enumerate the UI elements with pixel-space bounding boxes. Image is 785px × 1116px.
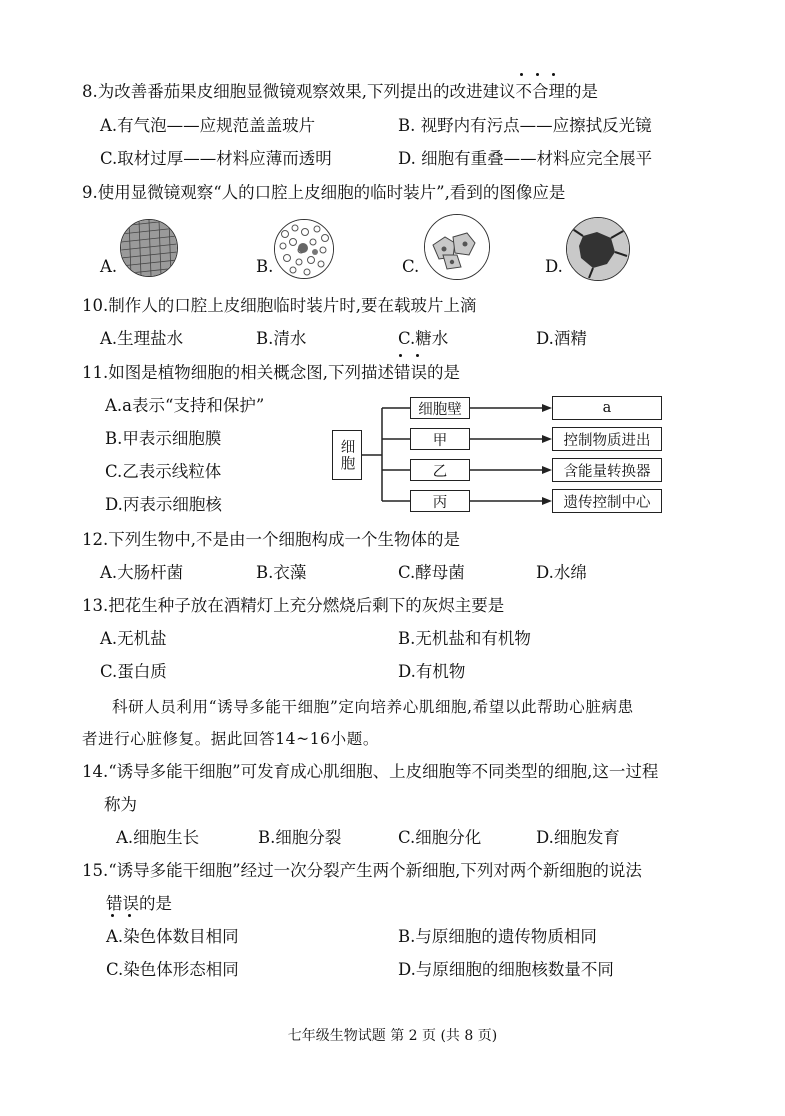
q10-stem: 10.制作人的口腔上皮细胞临时装片时,要在载玻片上滴 [82, 296, 477, 315]
q14-stem-line-2: 称为 [104, 795, 137, 814]
passage-line-2: 者进行心脏修复。据此回答14~16小题。 [82, 730, 379, 748]
q13-option-a: A.无机盐 [100, 629, 167, 648]
q11-option-c: C.乙表示线粒体 [105, 462, 222, 481]
q15-emphasis [106, 894, 139, 913]
q11-emphasis [394, 363, 427, 382]
q8-option-c: C.取材过厚——材料应薄而透明 [100, 149, 332, 168]
q10-option-b: B.清水 [256, 329, 307, 348]
q11-option-b: B.甲表示细胞膜 [105, 429, 222, 448]
q12-option-a: A.大肠杆菌 [100, 563, 184, 582]
diagram-box-bing: 丙 [410, 490, 470, 512]
emphasis-dots [516, 73, 566, 79]
q9-option-c: C. [402, 257, 420, 276]
q14-option-a: A.细胞生长 [116, 828, 200, 847]
diagram-root-box: 细胞 [332, 430, 362, 480]
q10-option-c: C.糖水 [398, 329, 449, 348]
q15-option-a: A.染色体数目相同 [106, 927, 239, 946]
q8-option-b: B. 视野内有污点——应擦拭反光镜 [398, 116, 652, 135]
q11-option-a: A.a表示“支持和保护” [105, 396, 265, 415]
q9-option-d: D. [545, 257, 563, 276]
q8-emphasis [516, 82, 566, 101]
q9-option-b: B. [256, 257, 274, 276]
q12-option-b: B.衣藻 [256, 563, 307, 582]
emphasis-dots [394, 354, 427, 360]
q9-stem: 9.使用显微镜观察“人的口腔上皮细胞的临时装片”,看到的图像应是 [82, 183, 566, 202]
q12-stem: 12.下列生物中,不是由一个细胞构成一个生物体的是 [82, 530, 460, 549]
diagram-box-control-transport: 控制物质进出 [552, 427, 662, 451]
q11-stem-text: 11.如图是植物细胞的相关概念图,下列描述 [82, 363, 394, 382]
q8-option-a: A.有气泡——应规范盖盖玻片 [100, 116, 316, 135]
q15-emphasis-text: 错误 [106, 894, 139, 913]
q8-emphasis-text: 不合理 [515, 82, 565, 101]
q15-option-d: D.与原细胞的细胞核数量不同 [398, 960, 614, 979]
q13-option-b: B.无机盐和有机物 [398, 629, 531, 648]
q14-stem-line-1: 14.“诱导多能干细胞”可发育成心肌细胞、上皮细胞等不同类型的细胞,这一过程 [82, 762, 659, 781]
q11-emphasis-text: 错误 [394, 363, 427, 382]
q9-option-a: A. [100, 257, 118, 276]
q14-option-b: B.细胞分裂 [258, 828, 342, 847]
diagram-box-jia: 甲 [410, 428, 470, 450]
q8-stem-end: 的是 [565, 82, 598, 101]
q15-option-c: C.染色体形态相同 [106, 960, 239, 979]
page-footer: 七年级生物试题 第 2 页 (共 8 页) [287, 1028, 498, 1044]
epithelial-cell-micrograph [424, 214, 490, 280]
q8-stem-text: 8.为改善番茄果皮细胞显微镜观察效果,下列提出的改进建议 [82, 82, 516, 101]
emphasis-dots [106, 914, 139, 920]
q14-option-c: C.细胞分化 [398, 828, 482, 847]
q15-option-b: B.与原细胞的遗传物质相同 [398, 927, 597, 946]
diagram-box-a: a [552, 396, 662, 420]
q10-option-a: A.生理盐水 [100, 329, 184, 348]
passage-line-1: 科研人员利用“诱导多能干细胞”定向培养心肌细胞,希望以此帮助心脏病患 [112, 698, 634, 716]
diagram-box-cell-wall: 细胞壁 [410, 397, 470, 419]
q13-option-d: D.有机物 [398, 662, 466, 681]
diagram-box-energy-converter: 含能量转换器 [552, 458, 662, 482]
diagram-box-yi: 乙 [410, 459, 470, 481]
q14-option-d: D.细胞发育 [536, 828, 620, 847]
blood-cell-micrograph [274, 219, 334, 279]
q11-stem [82, 363, 460, 383]
q15-stem-line-2 [106, 894, 172, 914]
q13-stem: 13.把花生种子放在酒精灯上充分燃烧后剩下的灰烬主要是 [82, 596, 505, 615]
diagram-box-genetic-center: 遗传控制中心 [552, 489, 662, 513]
q8-option-d: D. 细胞有重叠——材料应完全展平 [398, 149, 653, 168]
q15-stem-end: 的是 [139, 894, 172, 913]
q11-option-d: D.丙表示细胞核 [105, 495, 222, 514]
nerve-cell-micrograph [566, 217, 630, 281]
q10-option-d: D.酒精 [536, 329, 587, 348]
q12-option-d: D.水绵 [536, 563, 587, 582]
q13-option-c: C.蛋白质 [100, 662, 167, 681]
q15-stem-line-1: 15.“诱导多能干细胞”经过一次分裂产生两个新细胞,下列对两个新细胞的说法 [82, 861, 642, 880]
q11-stem-end: 的是 [427, 363, 460, 382]
q12-option-c: C.酵母菌 [398, 563, 465, 582]
onion-cell-micrograph [120, 219, 178, 277]
q8-stem [82, 82, 598, 102]
